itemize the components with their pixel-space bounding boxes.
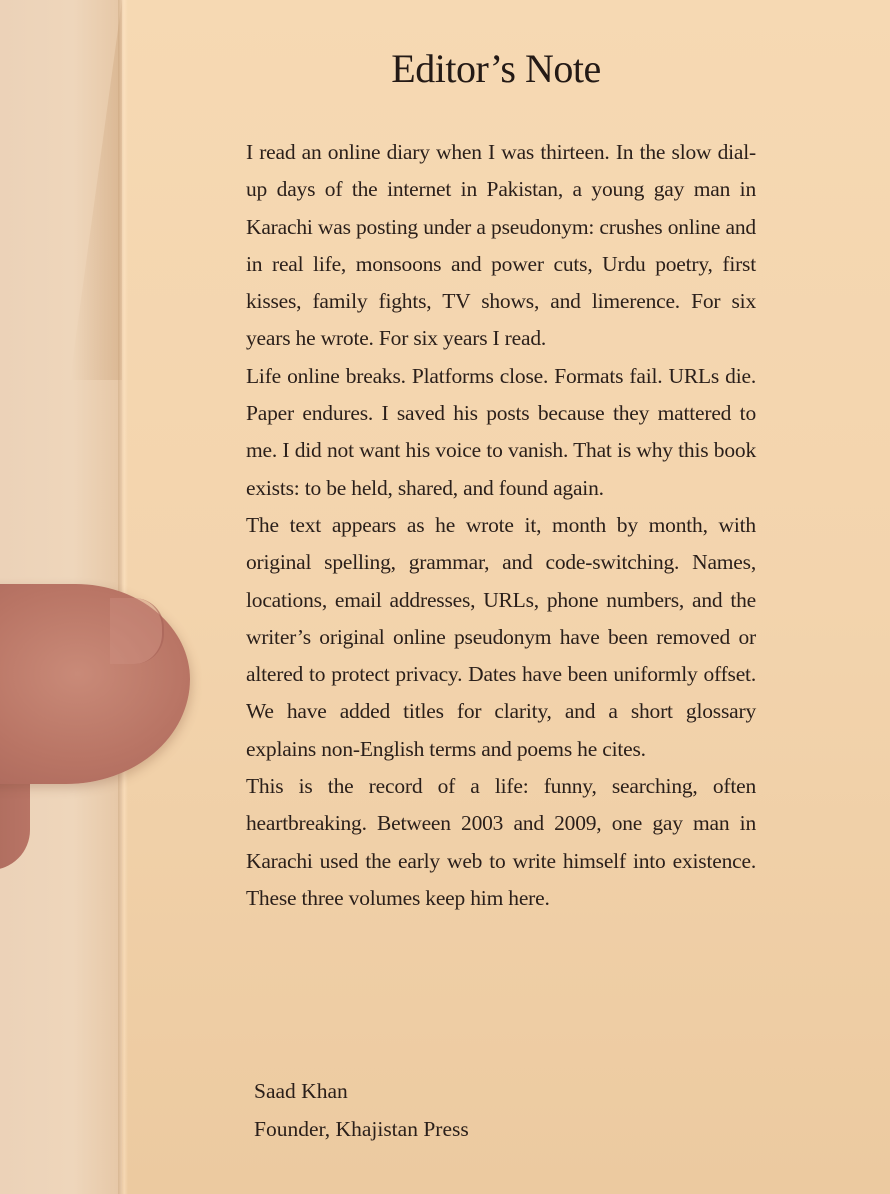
paragraph-2: Life online breaks. Platforms close. Formats fail. URLs die. Paper endures. I saved his posts because they mattered to me. I did not want his voice to vanish. That is why this book exists: to be held, shared, and found again. bbox=[246, 363, 756, 500]
thumbnail bbox=[110, 598, 164, 664]
paragraph-3: The text appears as he wrote it, month by month, with original spelling, grammar, and code-switching. Names, locations, email addresses, URLs, phone numbers, and the writer’s original online pseudonym have been removed or altered to protect privacy. Dates have been uniformly offset. We have added titles for clarity, and a short glossary explains non-English terms and poems he cites. bbox=[246, 512, 756, 761]
signature bbox=[254, 1072, 469, 1148]
page-title: Editor’s Note bbox=[391, 46, 601, 91]
note-body bbox=[246, 134, 756, 917]
signature-role: Founder, Khajistan Press bbox=[254, 1117, 469, 1141]
paragraph-4: This is the record of a life: funny, searching, often heartbreaking. Between 2003 and 2009, one gay man in Karachi used the early web to write himself into existence. These three volumes keep him here. bbox=[246, 774, 756, 910]
signature-name: Saad Khan bbox=[254, 1079, 348, 1103]
paragraph-1: I read an online diary when I was thirteen. In the slow dial-up days of the internet in Pakistan, a young gay man in Karachi was posting under a pseudonym: crushes online and in real life, monsoons and power cuts, Urdu poetry, first kisses, family fights, TV shows, and limerence. For six years he wrote. For six years I read. bbox=[246, 140, 756, 351]
page-fold-shadow bbox=[70, 0, 122, 380]
